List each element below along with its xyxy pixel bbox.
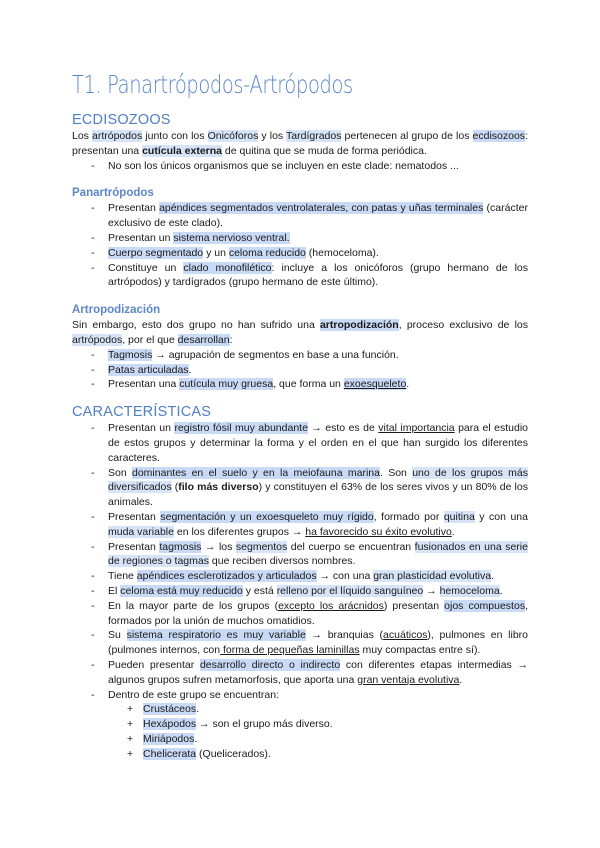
group-name: Hexápodos bbox=[143, 718, 197, 731]
list-item: - Son dominantes en el suelo y en la meiofauna marina. Son uno de los grupos más diversificados (filo más diverso) y constituyen el 63% de los seres vivos y un 80% de los animales. bbox=[72, 466, 528, 510]
group-item bbox=[72, 702, 528, 717]
list-item: - Presentan segmentación y un exoesqueleto muy rígido, formado por quitina y con una muda variable en los diferentes grupos → ha favorecido su éxito evolutivo. bbox=[72, 510, 528, 540]
list-item: - Constituye un clado monofilético: incluye a los onicóforos (grupo hermano de los artrópodos) y tardígrados (grupo hermano de este último). bbox=[72, 261, 528, 291]
group-name: Miriápodos bbox=[143, 732, 195, 745]
group-name: Chelicerata bbox=[143, 747, 197, 760]
group-item bbox=[72, 717, 528, 732]
group-note: (Quelicerados). bbox=[196, 747, 271, 760]
paragraph-ecdisozoos: Los artrópodos junto con los Onicóforos y los Tardígrados pertenecen al grupo de los ecdisozoos: presentan una cutícula externa de quitina que se muda de forma periódica. bbox=[72, 130, 528, 157]
group-list bbox=[72, 702, 528, 761]
list-item: - Presentan tagmosis → los segmentos del cuerpo se encuentran fusionados en una serie de regiones o tagmas que reciben diversos nombres. bbox=[72, 540, 528, 570]
list-item: - Presentan una cutícula muy gruesa, que forma un exoesqueleto. bbox=[72, 377, 528, 392]
list-item: - Tiene apéndices esclerotizados y articulados → con una gran plasticidad evolutiva. bbox=[72, 569, 528, 584]
list-item: - Pueden presentar desarrollo directo o indirecto con diferentes etapas intermedias → algunos grupos sufren metamorfosis, que aporta una gran ventaja evolutiva. bbox=[72, 658, 528, 688]
section-heading-caracteristicas: CARACTERÍSTICAS bbox=[72, 404, 212, 421]
group-name: Crustáceos bbox=[143, 703, 197, 716]
ecdisozoos-list bbox=[72, 159, 528, 174]
list-item: - No son los únicos organismos que se incluyen en este clade: nematodos ... bbox=[72, 159, 528, 174]
paragraph-artropodizacion: Sin embargo, esto dos grupo no han sufrido una artropodización, proceso exclusivo de los artrópodos, por el que desarrollan: bbox=[72, 319, 528, 346]
group-note: . bbox=[196, 703, 200, 716]
artropodizacion-list bbox=[72, 348, 528, 392]
section-heading-artropodizacion: Artropodización bbox=[72, 304, 161, 317]
section-heading-panartropodos: Panartrópodos bbox=[72, 187, 154, 200]
list-item: - Su sistema respiratorio es muy variable → branquias (acuáticos), pulmones en libro (pulmones internos, con forma de pequeñas laminillas muy compactas entre sí). bbox=[72, 628, 528, 658]
panartropodos-list bbox=[72, 201, 528, 290]
list-item: - Presentan un sistema nervioso ventral. bbox=[72, 231, 528, 246]
list-item: - Tagmosis → agrupación de segmentos en base a una función. bbox=[72, 348, 528, 363]
list-item: - El celoma está muy reducido y está relleno por el líquido sanguíneo → hemoceloma. bbox=[72, 584, 528, 599]
group-item bbox=[72, 732, 528, 747]
list-item: - En la mayor parte de los grupos (excepto los arácnidos) presentan ojos compuestos, formados por la unión de muchos omatidios. bbox=[72, 599, 528, 629]
list-item: - Patas articuladas. bbox=[72, 363, 528, 378]
section-heading-ecdisozoos: ECDISOZOOS bbox=[72, 112, 171, 128]
group-note: . bbox=[194, 732, 198, 745]
page-title: T1. Panartrópodos-Artrópodos bbox=[72, 70, 353, 99]
list-item: - Dentro de este grupo se encuentran: + Crustáceos. + Hexápodos → son el grupo más diverso. + Miriápodos. + Chelicerata (Quelicerados). bbox=[72, 688, 528, 762]
group-note: → son el grupo más diverso. bbox=[196, 718, 333, 731]
group-item bbox=[72, 747, 528, 762]
caracteristicas-list bbox=[72, 421, 528, 761]
list-item: - Cuerpo segmentado y un celoma reducido (hemoceloma). bbox=[72, 246, 528, 261]
list-item: - Presentan un registro fósil muy abundante → esto es de vital importancia para el estudio de estos grupos y determinar la forma y el orden en el que han surgido los diferentes caracteres. bbox=[72, 421, 528, 465]
list-item: - Presentan apéndices segmentados ventrolaterales, con patas y uñas terminales (carácter exclusivo de este clado). bbox=[72, 201, 528, 231]
